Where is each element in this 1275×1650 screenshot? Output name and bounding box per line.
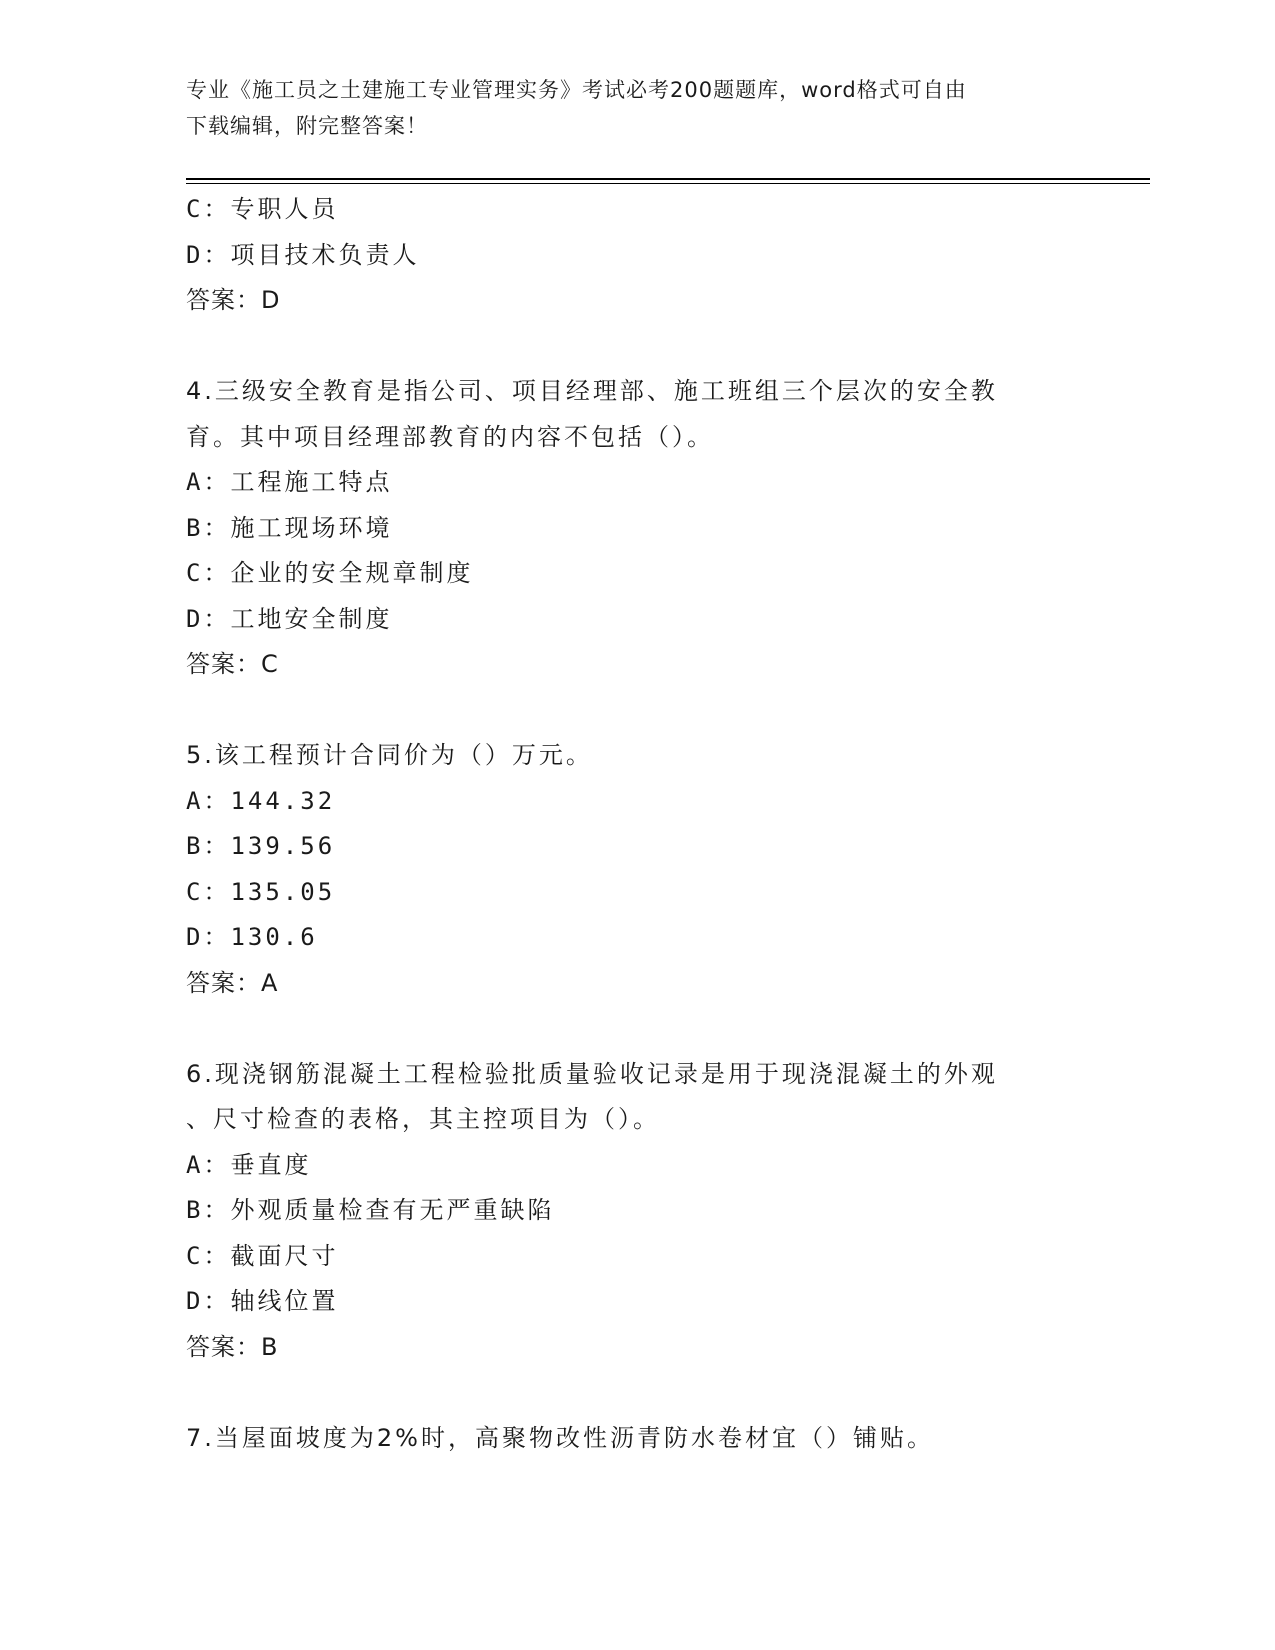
- header-rule-thin: [186, 183, 1150, 184]
- option-a: A：垂直度: [186, 1150, 312, 1179]
- question-stem: 4.三级安全教育是指公司、项目经理部、施工班组三个层次的安全教: [186, 377, 998, 405]
- question-6: [186, 1052, 1066, 1371]
- document-header: [186, 72, 1066, 144]
- option-d: D：项目技术负责人: [186, 240, 420, 269]
- spacer: [186, 1006, 1066, 1052]
- question-stem-continued: 、尺寸检查的表格，其主控项目为（）。: [186, 1105, 660, 1133]
- option-b: B：外观质量检查有无严重缺陷: [186, 1196, 555, 1224]
- question-3-continued: [186, 187, 1066, 324]
- header-line-1: 专业《施工员之土建施工专业管理实务》考试必考200题题库，word格式可自由: [186, 78, 967, 102]
- option-c: C：企业的安全规章制度: [186, 559, 474, 587]
- answer: 答案：C: [186, 650, 279, 678]
- answer: 答案：D: [186, 286, 281, 314]
- option-d: D：轴线位置: [186, 1287, 339, 1315]
- option-d: D：工地安全制度: [186, 604, 393, 633]
- option-d: D：130.6: [186, 923, 318, 951]
- answer: 答案：A: [186, 968, 279, 997]
- question-stem: 6.现浇钢筋混凝土工程检验批质量验收记录是用于现浇混凝土的外观: [186, 1059, 998, 1088]
- question-4: [186, 369, 1066, 688]
- option-c: C：专职人员: [186, 195, 339, 223]
- option-b: B：139.56: [186, 832, 336, 860]
- spacer: [186, 688, 1066, 734]
- header-line-2: 下载编辑，附完整答案！: [186, 114, 428, 138]
- option-b: B：施工现场环境: [186, 513, 393, 542]
- option-a: A：144.32: [186, 786, 336, 815]
- header-rule-thick: [186, 178, 1150, 180]
- question-list: [186, 187, 1066, 1461]
- option-c: C：截面尺寸: [186, 1241, 339, 1270]
- option-a: A：工程施工特点: [186, 468, 393, 496]
- answer: 答案：B: [186, 1332, 279, 1361]
- question-7: [186, 1416, 1066, 1462]
- question-stem-continued: 育。其中项目经理部教育的内容不包括（）。: [186, 422, 714, 451]
- option-c: C：135.05: [186, 877, 336, 906]
- question-5: [186, 733, 1066, 1006]
- spacer: [186, 324, 1066, 370]
- spacer: [186, 1370, 1066, 1416]
- question-stem: 7.当屋面坡度为2%时，高聚物改性沥青防水卷材宜（）铺贴。: [186, 1423, 934, 1452]
- question-stem: 5.该工程预计合同价为（）万元。: [186, 741, 593, 769]
